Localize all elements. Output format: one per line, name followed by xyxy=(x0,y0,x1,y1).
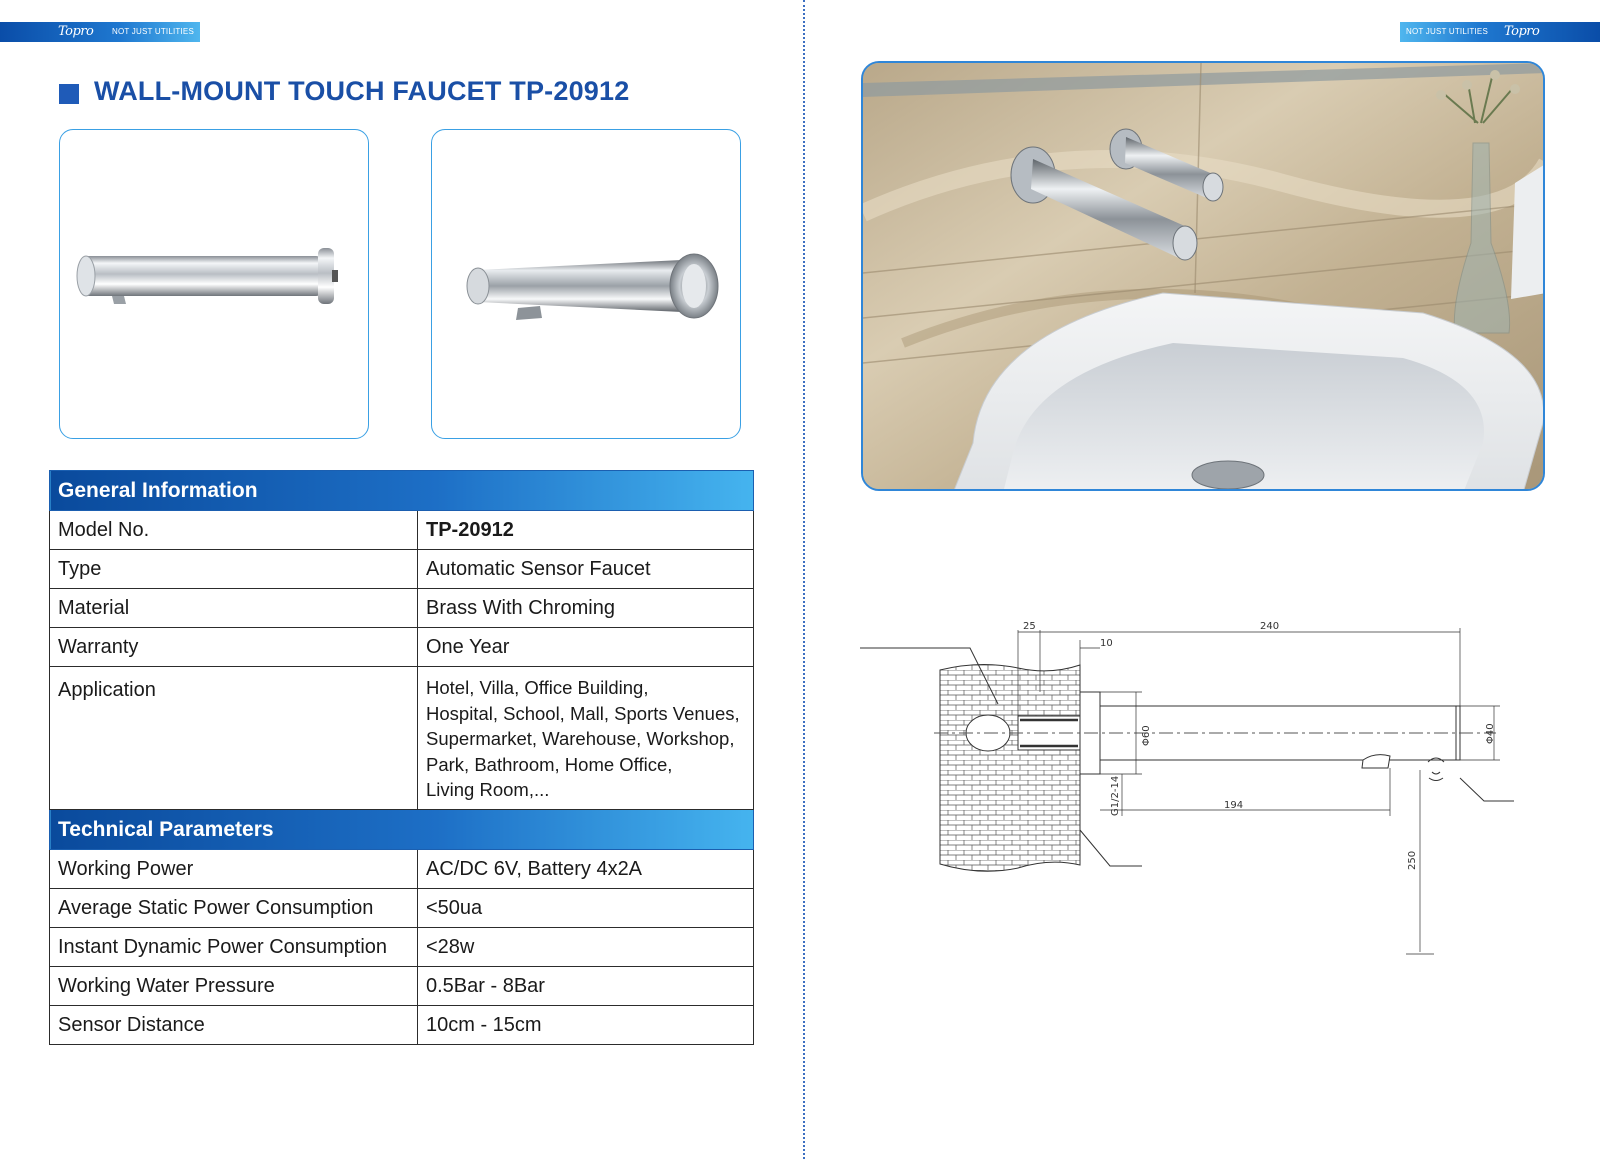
dim-250: 250 xyxy=(1407,850,1418,870)
header-bar-left xyxy=(0,22,200,42)
dim-phi40: Φ40 xyxy=(1485,723,1496,744)
table-row xyxy=(50,511,754,550)
row-value: AC/DC 6V, Battery 4x2A xyxy=(418,850,754,889)
row-label: Application xyxy=(50,667,418,810)
row-value: <50ua xyxy=(418,889,754,928)
application-line: Park, Bathroom, Home Office, xyxy=(426,753,673,775)
dim-10: 10 xyxy=(1100,638,1113,649)
row-value: One Year xyxy=(418,628,754,667)
row-label: Type xyxy=(50,550,418,589)
table-row xyxy=(50,628,754,667)
product-image-card-angled xyxy=(431,129,741,439)
application-row xyxy=(50,667,754,810)
row-value: Brass With Chroming xyxy=(418,589,754,628)
row-label: Sensor Distance xyxy=(50,1006,418,1045)
technical-params-header xyxy=(50,810,754,850)
row-label: Average Static Power Consumption xyxy=(50,889,418,928)
table-row xyxy=(50,850,754,889)
row-value: <28w xyxy=(418,928,754,967)
dim-240: 240 xyxy=(1260,621,1280,632)
brand-logo-right: Topro xyxy=(1504,24,1540,39)
row-label: Working Power xyxy=(50,850,418,889)
technical-params-title: Technical Parameters xyxy=(50,810,754,850)
dim-25: 25 xyxy=(1023,621,1036,632)
faucet-installed-basin-photo-icon xyxy=(863,63,1545,491)
technical-dimension-drawing-icon xyxy=(860,620,1540,980)
product-image-card-side xyxy=(59,129,369,439)
title-square-icon xyxy=(59,84,79,104)
spec-table xyxy=(49,470,754,1045)
brand-logo: Topro xyxy=(58,24,94,39)
table-row xyxy=(50,1006,754,1045)
general-info-title: General Information xyxy=(50,471,754,511)
application-line: Hotel, Villa, Office Building, xyxy=(426,677,649,698)
row-value: TP-20912 xyxy=(418,511,754,550)
brand-tagline: NOT JUST UTILITIES xyxy=(112,27,194,36)
dim-194: 194 xyxy=(1224,800,1244,811)
row-label: Instant Dynamic Power Consumption xyxy=(50,928,418,967)
row-value: 0.5Bar - 8Bar xyxy=(418,967,754,1006)
header-bar-right xyxy=(1400,22,1600,42)
row-label: Working Water Pressure xyxy=(50,967,418,1006)
faucet-side-view-icon xyxy=(60,130,369,439)
installed-faucet-photo xyxy=(861,61,1545,491)
application-line: Supermarket, Warehouse, Workshop, xyxy=(426,728,735,749)
faucet-angled-view-icon xyxy=(432,130,741,439)
table-row xyxy=(50,550,754,589)
table-row xyxy=(50,889,754,928)
application-line: Hospital, School, Mall, Sports Venues, xyxy=(426,702,740,724)
row-label: Model No. xyxy=(50,511,418,550)
dim-thread: G1/2-14 xyxy=(1110,775,1121,816)
application-value xyxy=(418,667,754,810)
technical-dimension-drawing xyxy=(860,620,1540,980)
row-value: Automatic Sensor Faucet xyxy=(418,550,754,589)
table-row xyxy=(50,928,754,967)
dim-phi60: Φ60 xyxy=(1141,725,1152,746)
application-line: Living Room,... xyxy=(426,779,550,800)
row-label: Warranty xyxy=(50,628,418,667)
table-row xyxy=(50,967,754,1006)
table-row xyxy=(50,589,754,628)
general-info-header xyxy=(50,471,754,511)
page-title: WALL-MOUNT TOUCH FAUCET TP-20912 xyxy=(94,76,630,106)
brand-tagline-right: NOT JUST UTILITIES xyxy=(1406,27,1488,36)
page-divider xyxy=(803,0,805,1159)
row-label: Material xyxy=(50,589,418,628)
row-value: 10cm - 15cm xyxy=(418,1006,754,1045)
